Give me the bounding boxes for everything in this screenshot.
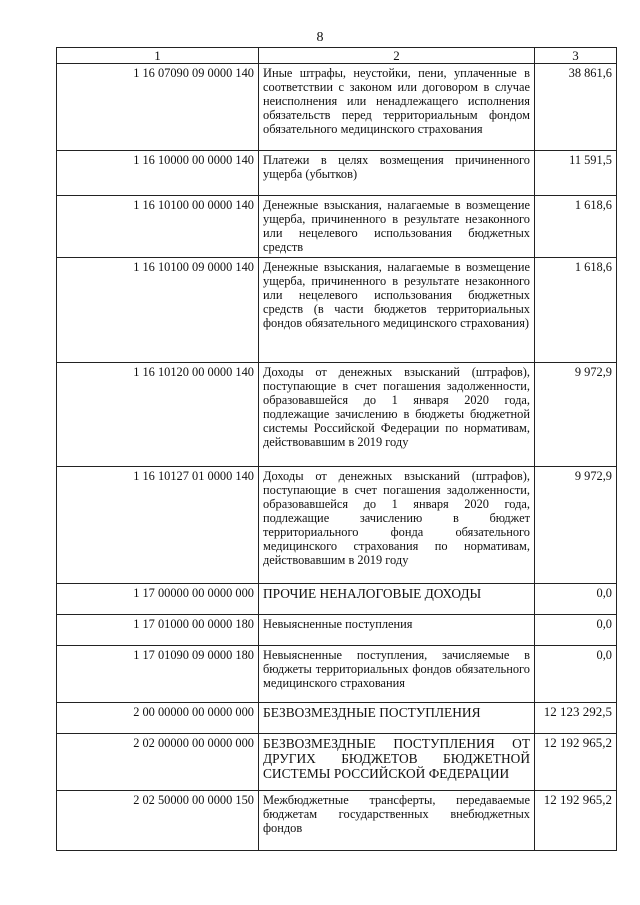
table-row <box>57 258 617 363</box>
row-name: Иные штрафы, неустойки, пени, уплаченные в соответствии с законом или договором в случае неисполнения или ненадлежащего исполнения обязательств перед территориальным фондом обязательного медицинского страхования <box>259 64 535 151</box>
row-name: Доходы от денежных взысканий (штрафов), поступающие в счет погашения задолженности, образовавшейся до 1 января 2020 года, подлежащие зачислению в бюджеты бюджетной системы Российской Федерации по нормативам, действовавшим в 2019 году <box>259 363 535 467</box>
row-name: Денежные взыскания, налагаемые в возмещение ущерба, причиненного в результате незаконного или нецелевого использования бюджетных средств (в части бюджетов территориальных фондов обязательного медицинского страхования) <box>259 258 535 363</box>
row-name: Невыясненные поступления <box>259 615 535 646</box>
row-amount: 9 972,9 <box>535 467 617 584</box>
table-row <box>57 791 617 851</box>
table-row <box>57 703 617 734</box>
row-amount: 12 192 965,2 <box>535 791 617 851</box>
row-code: 2 00 00000 00 0000 000 <box>57 703 259 734</box>
row-amount: 12 192 965,2 <box>535 734 617 791</box>
row-amount: 12 123 292,5 <box>535 703 617 734</box>
row-code: 1 17 00000 00 0000 000 <box>57 584 259 615</box>
table-row <box>57 734 617 791</box>
row-code: 1 16 10000 00 0000 140 <box>57 151 259 196</box>
table-row <box>57 615 617 646</box>
row-amount: 38 861,6 <box>535 64 617 151</box>
row-code: 2 02 00000 00 0000 000 <box>57 734 259 791</box>
row-amount: 0,0 <box>535 615 617 646</box>
row-name: ПРОЧИЕ НЕНАЛОГОВЫЕ ДОХОДЫ <box>259 584 535 615</box>
row-amount: 0,0 <box>535 584 617 615</box>
row-name: Денежные взыскания, налагаемые в возмещение ущерба, причиненного в результате незаконного или нецелевого использования бюджетных средств <box>259 196 535 258</box>
table-row <box>57 64 617 151</box>
table-row <box>57 363 617 467</box>
row-code: 1 16 07090 09 0000 140 <box>57 64 259 151</box>
table-header-row <box>57 48 617 64</box>
row-code: 1 16 10100 00 0000 140 <box>57 196 259 258</box>
table-row <box>57 584 617 615</box>
row-name: Межбюджетные трансферты, передаваемые бюджетам государственных внебюджетных фондов <box>259 791 535 851</box>
revenue-table <box>56 47 617 851</box>
row-name: Доходы от денежных взысканий (штрафов), поступающие в счет погашения задолженности, образовавшейся до 1 января 2020 года, подлежащие зачислению в бюджет территориального фонда обязательного медицинского страхования по нормативам, действовавшим в 2019 году <box>259 467 535 584</box>
column-header-code: 1 <box>57 48 259 64</box>
row-code: 2 02 50000 00 0000 150 <box>57 791 259 851</box>
table-row <box>57 646 617 703</box>
row-amount: 0,0 <box>535 646 617 703</box>
column-header-amount: 3 <box>535 48 617 64</box>
row-name: Невыясненные поступления, зачисляемые в бюджеты территориальных фондов обязательного медицинского страхования <box>259 646 535 703</box>
table-row <box>57 151 617 196</box>
row-code: 1 17 01090 09 0000 180 <box>57 646 259 703</box>
table-row <box>57 467 617 584</box>
row-code: 1 17 01000 00 0000 180 <box>57 615 259 646</box>
row-code: 1 16 10127 01 0000 140 <box>57 467 259 584</box>
row-amount: 1 618,6 <box>535 258 617 363</box>
row-name: БЕЗВОЗМЕЗДНЫЕ ПОСТУПЛЕНИЯ <box>259 703 535 734</box>
row-name: Платежи в целях возмещения причиненного ущерба (убытков) <box>259 151 535 196</box>
row-amount: 1 618,6 <box>535 196 617 258</box>
row-amount: 11 591,5 <box>535 151 617 196</box>
row-code: 1 16 10120 00 0000 140 <box>57 363 259 467</box>
row-amount: 9 972,9 <box>535 363 617 467</box>
row-code: 1 16 10100 09 0000 140 <box>57 258 259 363</box>
table-row <box>57 196 617 258</box>
column-header-name: 2 <box>259 48 535 64</box>
page-number: 8 <box>316 30 324 45</box>
row-name: БЕЗВОЗМЕЗДНЫЕ ПОСТУПЛЕНИЯ ОТ ДРУГИХ БЮДЖЕТОВ БЮДЖЕТНОЙ СИСТЕМЫ РОССИЙСКОЙ ФЕДЕРАЦИИ <box>259 734 535 791</box>
